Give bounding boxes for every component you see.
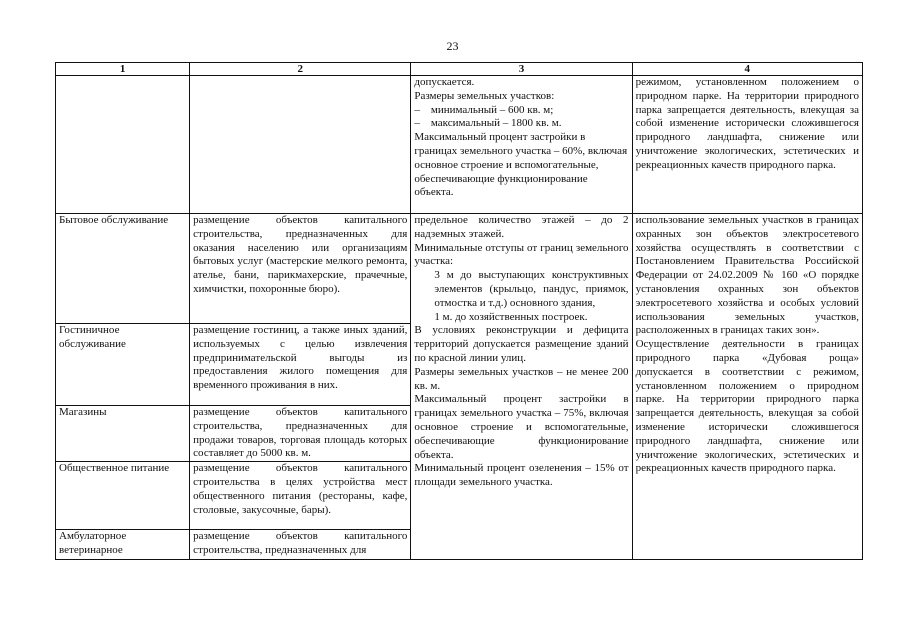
- empty-cell: [190, 76, 411, 214]
- text-paragraph: Максимальный процент застройки в границах земельного участка – 60%, включая основное строение и вспомогательные, обеспечивающие функционирование объекта.: [414, 131, 628, 199]
- continuation-restrictions-cell: режимом, установленном положением о природном парке. На территории природного парка запрещается деятельность, влекущая за собой изменение исторически сложившегося природного ландшафта, снижение или уничтожение экологических, эстетических и рекреационных качеств природного парка.: [632, 76, 862, 214]
- use-type-name: Магазины: [56, 406, 190, 462]
- column-header-2: 2: [190, 63, 411, 76]
- use-type-description: размещение объектов капитального строительства, предназначенных для продажи товаров, торговая площадь которых составляет до 5000 кв. м.: [190, 406, 411, 462]
- use-type-description: размещение объектов капитального строительства в целях устройства мест общественного питания (рестораны, кафе, столовые, закусочные, бары).: [190, 462, 411, 530]
- land-use-table: [55, 62, 863, 560]
- text-line: допускается.: [414, 76, 475, 88]
- text-paragraph: Размеры земельных участков – не менее 200 кв. м.: [414, 365, 629, 392]
- table-row: [56, 214, 863, 324]
- use-type-description: размещение гостиниц, а также иных зданий, используемых с целью извлечения предпринимательской выгоды из предоставления жилого помещения для временного проживания в них.: [190, 324, 411, 406]
- list-item: – минимальный – 600 кв. м;: [414, 103, 554, 116]
- column-header-1: 1: [56, 63, 190, 76]
- column-header-4: 4: [632, 63, 862, 76]
- use-type-name: Бытовое обслуживание: [56, 214, 190, 324]
- list-item: – максимальный – 1800 кв. м.: [414, 117, 562, 130]
- use-type-name: Общественное питание: [56, 462, 190, 530]
- continuation-row: [56, 76, 863, 214]
- text-paragraph: предельное количество этажей – до 2 надземных этажей.: [414, 214, 629, 240]
- text-paragraph: 1 м. до хозяйственных построек.: [434, 310, 588, 323]
- shared-params-cell: [411, 214, 632, 560]
- use-type-description: размещение объектов капитального строительства, предназначенных для оказания населению или организациям бытовых услуг (мастерские мелкого ремонта, ателье, бани, парикмахерские, прачечные, химчистки, похоронные бюро).: [190, 214, 411, 324]
- use-type-name: Гостиничное обслуживание: [56, 324, 190, 406]
- text-paragraph: Осуществление деятельности в границах природного парка «Дубовая роща» допускается в соответствии с режимом, установленном положением о природном парке. На территории природного парка запрещается деятельность, влекущая за собой изменение исторически сложившегося природного ландшафта, снижение или уничтожение экологических, эстетических и рекреационных качеств природного парка.: [635, 338, 859, 475]
- use-type-name: Амбулаторное ветеринарное: [56, 530, 190, 560]
- use-type-description: размещение объектов капитального строительства, предназначенных для: [190, 530, 411, 560]
- text-paragraph: Минимальный процент озеленения – 15% от площади земельного участка.: [414, 462, 629, 489]
- empty-cell: [56, 76, 190, 214]
- shared-restrictions-cell: [632, 214, 862, 560]
- text-paragraph: 3 м до выступающих конструктивных элементов (крыльцо, пандус, приямок, отмостка и т.д.) основного здания,: [434, 269, 629, 309]
- page-number: 23: [446, 39, 459, 53]
- text-paragraph: использование земельных участков в границах охранных зон объектов электросетевого хозяйства осуществлять в соответствии с Постановлением Правительства Российской Федерации от 24.02.2009 № 160 «О порядке установления охранных зон объектов электросетевого хозяйства и особых условий использования земельных участков, расположенных в границах таких зон».: [635, 214, 859, 337]
- column-header-3: 3: [411, 63, 632, 76]
- text-paragraph: Максимальный процент застройки в границах земельного участка – 75%, включая основное строение и вспомогательные, обеспечивающие функционирование объекта.: [414, 393, 629, 461]
- continuation-params-cell: [411, 76, 632, 214]
- text-paragraph: Минимальные отступы от границ земельного участка:: [414, 241, 629, 268]
- header-row: [56, 63, 863, 76]
- text-line: Размеры земельных участков:: [414, 89, 555, 102]
- text-paragraph: В условиях реконструкции и дефицита территорий допускается размещение зданий по красной линии улиц.: [414, 324, 629, 364]
